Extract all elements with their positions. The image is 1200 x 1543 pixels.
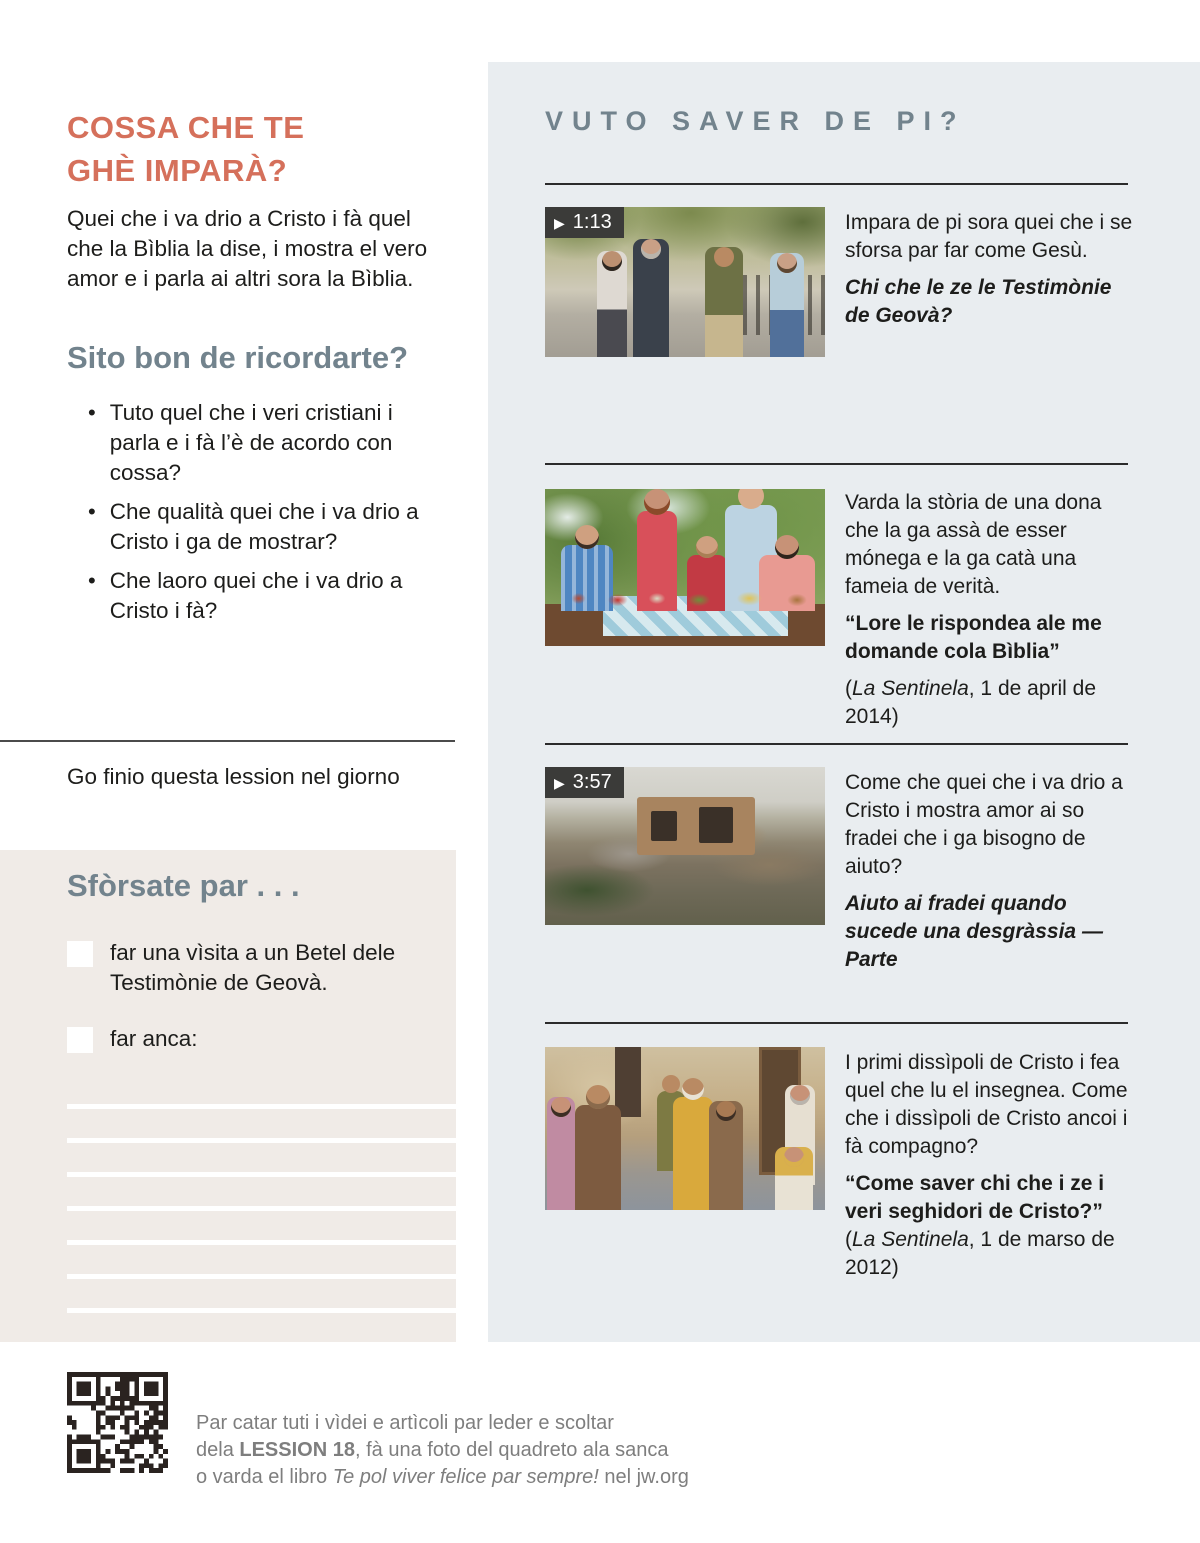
footer-note xyxy=(196,1410,776,1491)
figure-person xyxy=(770,253,804,357)
footer-line1: Par catar tuti i vìdei e artìcoli par leder e scoltar xyxy=(196,1412,614,1434)
learn-more-panel xyxy=(488,62,1200,1342)
separator xyxy=(545,1022,1128,1024)
play-icon: ▶ xyxy=(554,214,565,231)
item-title: “Come saver chi che i ze i veri seghidori de Cristo?” xyxy=(845,1172,1105,1223)
publication-name: La Sentinela xyxy=(852,1228,969,1251)
goal-row xyxy=(67,938,427,998)
writing-line xyxy=(67,1274,456,1279)
bullet-icon: • xyxy=(88,499,96,524)
left-divider xyxy=(0,740,455,742)
bullet-icon: • xyxy=(88,400,96,425)
separator xyxy=(545,743,1128,745)
item-text xyxy=(845,769,1133,974)
video-duration-badge xyxy=(545,207,624,238)
video-duration-badge xyxy=(545,767,624,798)
item-title-with-source: “Come saver chi che i ze i veri seghidori de Cristo?” (La Sentinela, 1 de marso de 2012) xyxy=(845,1172,1115,1279)
remember-list xyxy=(88,398,440,626)
remember-item xyxy=(88,398,440,488)
writing-line xyxy=(67,1308,456,1313)
figure-person xyxy=(575,1105,621,1210)
goal-row xyxy=(67,1024,427,1054)
writing-line xyxy=(67,1206,456,1211)
checkbox[interactable] xyxy=(67,941,93,967)
video-duration: 3:57 xyxy=(572,771,612,793)
remember-heading: Sito bon de ricordarte? xyxy=(67,340,409,375)
lesson-number: LESSION 18 xyxy=(239,1439,355,1461)
goal-text: far anca: xyxy=(110,1026,198,1051)
play-icon: ▶ xyxy=(554,774,565,791)
figure-person xyxy=(597,251,627,357)
item-source: (La Sentinela, 1 de april de 2014) xyxy=(845,677,1097,728)
food-art xyxy=(545,582,825,612)
footer-line2: dela LESSION 18, fà una foto del quadreto ala sanca xyxy=(196,1439,669,1461)
learn-paragraph: Quei che i va drio a Cristo i fà quel che la Bìblia la dise, i mostra el vero amor e i parla ai altri sora la Bìblia. xyxy=(67,206,428,291)
writing-line xyxy=(67,1138,456,1143)
item-title: Aiuto ai fradei quando sucede una desgràssia — Parte xyxy=(845,892,1103,971)
remember-item xyxy=(88,497,440,557)
figure-person xyxy=(775,1147,813,1210)
item-text xyxy=(845,489,1133,731)
learn-heading-line1: COSSA CHE TE xyxy=(67,110,305,145)
item-desc: Varda la stòria de una dona che la ga assà de esser mónega e la ga catà una fameia de verità. xyxy=(845,491,1102,598)
remember-item-text: Che laoro quei che i va drio a Cristo i fà? xyxy=(109,568,403,623)
bullet-icon: • xyxy=(88,568,96,593)
learn-heading xyxy=(67,106,304,192)
figure-person xyxy=(633,239,669,357)
illustration-thumbnail-disciples xyxy=(545,1047,825,1210)
learn-heading-line2: GHÈ IMPARÀ? xyxy=(67,153,288,188)
item-title: Chi che le ze le Testimònie de Geovà? xyxy=(845,276,1112,327)
figure-person xyxy=(705,247,743,357)
footer-line3: o varda el libro Te pol viver felice par sempre! nel jw.org xyxy=(196,1466,689,1488)
writing-line xyxy=(67,1172,456,1177)
ruined-wall-art xyxy=(637,797,755,855)
wall-hole-art xyxy=(699,807,733,843)
book-title: Te pol viver felice par sempre! xyxy=(332,1466,599,1488)
item-text xyxy=(845,1049,1133,1282)
qr-code xyxy=(67,1372,168,1473)
item-desc: Come che quei che i va drio a Cristo i mostra amor ai so fradei che i ga bisogno de aiuto? xyxy=(845,771,1123,878)
goal-text: far una vìsita a un Betel dele Testimònie de Geovà. xyxy=(110,940,396,995)
finish-date-line: Go finio questa lession nel giorno xyxy=(67,764,400,789)
item-title: “Lore le rispondea ale me domande cola Bìblia” xyxy=(845,612,1102,663)
writing-line xyxy=(67,1240,456,1245)
remember-item-text: Che qualità quei che i va drio a Cristo i ga de mostrar? xyxy=(109,499,419,554)
video-duration: 1:13 xyxy=(572,211,612,233)
goals-panel xyxy=(0,850,456,1342)
remember-item-text: Tuto quel che i veri cristiani i parla e i fà l’è de acordo con cossa? xyxy=(109,400,393,485)
separator xyxy=(545,183,1128,185)
item-desc: I primi dissìpoli de Cristo i fea quel che lu el insegnea. Come che i dissìpoli de Cristo ancoi i fà compagno? xyxy=(845,1051,1128,1158)
figure-person xyxy=(547,1097,575,1210)
item-desc: Impara de pi sora quei che i se sforsa par far come Gesù. xyxy=(845,211,1133,262)
remember-item xyxy=(88,566,440,626)
writing-line xyxy=(67,1104,456,1109)
wall-hole-art xyxy=(651,811,677,841)
figure-person xyxy=(673,1097,713,1210)
video-thumbnail-disaster-relief[interactable] xyxy=(545,767,825,925)
item-text xyxy=(845,209,1133,330)
separator xyxy=(545,463,1128,465)
goals-heading: Sfòrsate par . . . xyxy=(67,868,300,903)
checkbox[interactable] xyxy=(67,1027,93,1053)
figure-person xyxy=(709,1101,743,1210)
doorway-art xyxy=(615,1047,641,1117)
video-thumbnail-witnesses[interactable] xyxy=(545,207,825,357)
photo-thumbnail-family-meal xyxy=(545,489,825,646)
learn-more-heading: VUTO SAVER DE PI? xyxy=(545,106,966,136)
publication-name: La Sentinela xyxy=(852,677,969,700)
